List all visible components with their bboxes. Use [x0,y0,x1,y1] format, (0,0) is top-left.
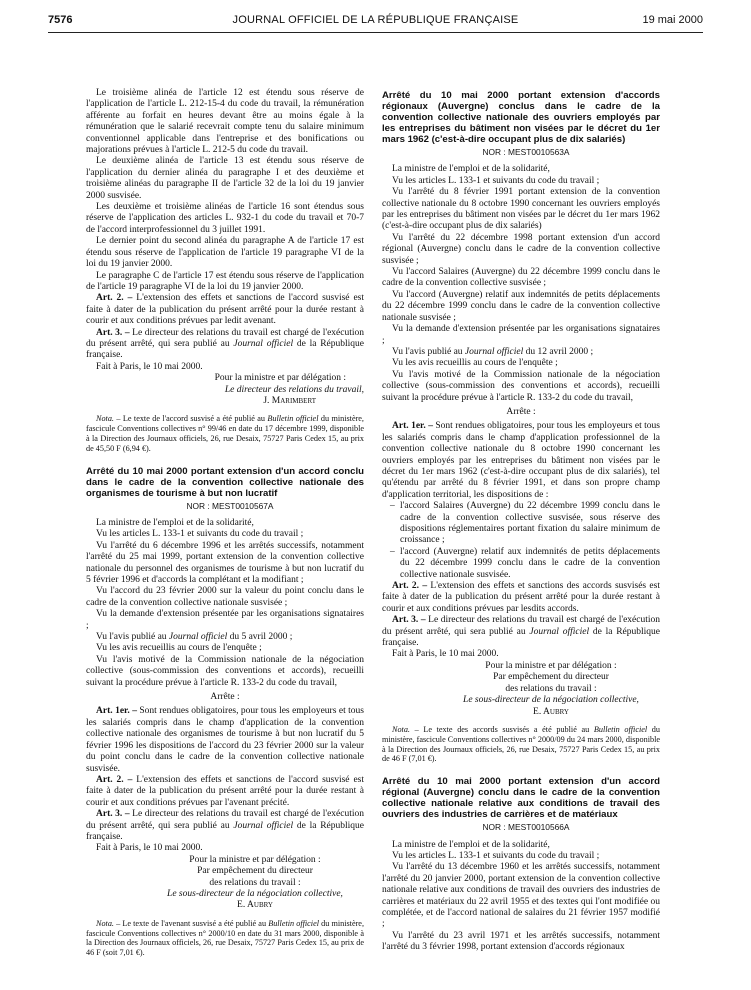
header-rule [48,32,703,33]
paragraph: Vu l'accord Salaires (Auvergne) du 22 décembre 1999 conclu dans le cadre de la convention collective susvisée ; [382,267,660,289]
article-label: Art. 1er. – [392,421,433,432]
signature-line: Par empêchement du directeur [197,866,313,877]
paragraph: La ministre de l'emploi et de la solidarité, [392,839,550,850]
signatory: E. Aubry [533,706,569,717]
article-1: Art. 1er. – Sont rendues obligatoires, pour tous les employeurs et tous les salariés compris dans le champ d'application professionnel de la convention collective nationale du 8 octobre 1990 concernant les ouvriers employés par les entreprises du bâtiment non visées par le décret du 1er mars 1962 (c'est-à-dire occupant plus de dix salariés), tel qu'étendu par arrêté du 8 février 1991, et dans son propre champ d'application territorial, les dispositions de : [382,421,660,500]
article-3: Art. 3. – Le directeur des relations du travail est chargé de l'exécution du présent arrêté, qui sera publié au Journal officiel de la République française. [382,615,660,649]
nor-reference: NOR : MEST0010566A [482,822,570,833]
paragraph: Le paragraphe C de l'article 17 est étendu sous réserve de l'application de l'article 19 paragraphe VI de la loi du 19 janvier 2000. [86,270,364,292]
signature-role: Le directeur des relations du travail, [224,384,364,395]
signature-line: Pour la ministre et par délégation : [214,373,346,384]
paragraph: Vu l'avis motivé de la Commission nationale de la négociation collective (sous-commission des conventions et accords), recueilli suivant la procédure prévue à l'article R. 133-2 du code du travail, [382,369,660,403]
paragraph: Vu l'avis motivé de la Commission nationale de la négociation collective (sous-commission des conventions et accords), recueilli suivant la procédure prévue à l'article R. 133-2 du code du travail, [86,654,364,688]
paragraph: Vu l'accord du 23 février 2000 sur la valeur du point conclu dans le cadre de la convention collective nationale susvisée ; [86,586,364,608]
paragraph: Le troisième alinéa de l'article 12 est étendu sous réserve de l'application de l'article L. 212-15-4 du code du travail, la rémunération afférente au forfait en heures devant être au moins égale à la rémunération que le salarié recevrait compte tenu du salaire minimum conventionnel applicable dans l'entreprise et des bonifications ou majorations prévues à l'article L. 212-5 du code du travail. [86,88,364,156]
paragraph: Vu les articles L. 133-1 et suivants du code du travail ; [96,529,304,540]
list-item: – l'accord (Auvergne) relatif aux indemnités de petits déplacements du 22 décembre 1999 conclu dans le cadre de la convention collective nationale susvisée. [400,547,660,581]
article-2: Art. 2. – L'extension des effets et sanctions des accords susvisés est faite à dater de la publication du présent arrêté pour la durée restant à courir et aux conditions prévues par lesdits accords. [382,581,660,614]
article-label: Art. 1er. – [96,706,137,717]
signature-line: Par empêchement du directeur [493,672,609,683]
paragraph: Vu l'arrêté du 23 avril 1971 et les arrêtés successifs, notamment l'arrêté du 3 février 1998, portant extension d'accords régionaux [382,930,660,953]
journal-title: JOURNAL OFFICIEL DE LA RÉPUBLIQUE FRANÇAISE [232,14,519,26]
signature-line: Pour la ministre et par délégation : [189,854,321,865]
paragraph: Vu l'avis publié au Journal officiel du 12 avril 2000 ; [392,346,594,357]
left-column [86,88,364,958]
paragraph: Vu l'arrêté du 22 décembre 1998 portant extension d'un accord régional (Auvergne) conclu dans le cadre de la convention collective susvisée ; [382,232,660,266]
article-label: Art. 2. – [392,581,428,592]
nota: Nota. – Le texte des accords susvisés a été publié au Bulletin officiel du ministère, fascicule Conventions collectives n° 2000/09 du 24 mars 2000, disponible à la Direction des Journaux officiels, 26, rue Desaix, 75727 Paris Cedex 15, au prix de 46 F (7,01 €). [382,724,660,764]
paragraph: Vu les avis recueillis au cours de l'enquête ; [96,643,262,654]
paragraph: Vu les avis recueillis au cours de l'enquête ; [392,358,558,369]
article-3: Art. 3. – Le directeur des relations du travail est chargé de l'exécution du présent arrêté, qui sera publié au Journal officiel de la République française. [86,327,364,361]
article-label: Art. 2. – [96,293,133,304]
signature-line: Pour la ministre et par délégation : [485,660,617,671]
nor-reference: NOR : MEST0010567A [186,500,274,511]
paragraph: Vu l'arrêté du 13 décembre 1960 et les arrêtés successifs, notamment l'arrêté du 20 janvier 2000, portant extension de la convention collective nationale relative aux conditions de travail des ouvriers des industries de carrières et matériaux du 22 avril 1955 et des textes qui l'ont modifiée ou complétée, et de l'accord national de salaires du 21 février 1957 modifié ; [382,862,660,930]
nor-reference: NOR : MEST0010563A [482,147,570,157]
signature-line: des relations du travail : [209,877,301,888]
paragraph: Vu les articles L. 133-1 et suivants du code du travail ; [392,175,600,186]
paragraph: Vu l'arrêté du 6 décembre 1996 et les arrêtés successifs, notamment l'arrêté du 25 mai 1999, portant extension de la convention collective nationale du personnel des organismes de tourisme à but non lucratif du 5 février 1996 et d'accords la complétant et la modifiant ; [86,540,364,585]
signature-role: Le sous-directeur de la négociation collective, [167,888,343,899]
paragraph: La ministre de l'emploi et de la solidarité, [392,164,550,175]
arrete-heading: Arrête : [210,692,240,703]
issue-date: 19 mai 2000 [642,14,703,26]
arrete-heading: Arrête : [506,406,536,417]
paragraph: Les deuxième et troisième alinéas de l'article 16 sont étendus sous réserve de l'application des articles L. 932-1 du code du travail et 70-7 de l'accord interprofessionnel du 3 juillet 1991. [86,202,364,235]
article-2: Art. 2. – L'extension des effets et sanctions de l'accord susvisé est faite à dater de la publication du présent arrêté pour la durée restant à courir et aux conditions prévues par ledit avenant. [86,293,364,327]
page-number: 7576 [48,14,73,26]
signatory: E. Aubry [237,900,273,911]
signatory: J. Marimbert [263,395,316,406]
paragraph: La ministre de l'emploi et de la solidarité, [96,517,254,528]
decree-title: Arrêté du 10 mai 2000 portant extension d'un accord régional (Auvergne) conclu dans le cadre de la convention collective nationale relative aux conditions de travail des ouvriers des industries de carrières et de matériaux [382,776,660,821]
paragraph: Le dernier point du second alinéa du paragraphe A de l'article 17 est étendu sous réserve de l'application de l'article 19 paragraphe VI de la loi du 19 janvier 2000. [86,236,364,270]
fait-a-paris: Fait à Paris, le 10 mai 2000. [96,843,203,854]
article-1: Art. 1er. – Sont rendues obligatoires, pour tous les employeurs et tous les salariés compris dans le champ d'application de la convention collective nationale des organismes de tourisme à but non lucratif du 5 février 1996 les dispositions de l'accord du 23 février 2000 sur la valeur du point conclu dans le cadre de la convention collective nationale susvisée. [86,706,364,774]
list-item: – l'accord Salaires (Auvergne) du 22 décembre 1999 conclu dans le cadre de la convention collective susvisée, sous réserve des dispositions réglementaires portant fixation du salaire minimum de croissance ; [400,501,660,547]
page-header [48,14,703,30]
paragraph: Le deuxième alinéa de l'article 13 est étendu sous réserve de l'application du dernier alinéa du paragraphe I et des deuxième et troisième alinéas du paragraphe II de l'article 32 de la loi du 19 janvier 2000 susvisée. [86,156,364,201]
decree-title: Arrêté du 10 mai 2000 portant extension d'accords régionaux (Auvergne) conclus dans le cadre de la convention collective nationale des ouvriers employés par les entreprises du bâtiment non visées par le décret du 1er mars 1962 (c'est-à-dire occupant plus de dix salariés) [382,90,660,145]
article-label: Art. 2. – [96,774,133,785]
fait-a-paris: Fait à Paris, le 10 mai 2000. [392,649,499,660]
signature-role: Le sous-directeur de la négociation collective, [463,695,639,706]
article-label: Art. 3. – [96,809,130,820]
paragraph: Vu l'accord (Auvergne) relatif aux indemnités de petits déplacements du 22 décembre 1999 conclu dans le cadre de la convention collective nationale susvisée ; [382,289,660,323]
article-label: Art. 3. – [96,327,130,338]
right-column [382,90,660,954]
decree-title: Arrêté du 10 mai 2000 portant extension d'un accord conclu dans le cadre de la convention collective nationale des organismes de tourisme à but non lucratif [86,465,364,499]
provisions-list [382,501,660,581]
signature-line: des relations du travail : [505,683,597,694]
nota: Nota. – Le texte de l'avenant susvisé a été publié au Bulletin officiel du ministère, fascicule Conventions collectives n° 2000/10 en date du 31 mars 2000, disponible à la Direction des Journaux officiels, 26, rue Desaix, 75727 Paris Cedex 15, au prix de 46 F (soit 7,01 €). [86,918,364,958]
paragraph: Vu la demande d'extension présentée par les organisations signataires ; [382,324,660,346]
paragraph: Vu la demande d'extension présentée par les organisations signataires ; [86,609,364,631]
nota: Nota. – Le texte de l'accord susvisé a été publié au Bulletin officiel du ministère, fascicule Conventions collectives n° 99/46 en date du 17 décembre 1999, disponible à la Direction des Journaux officiels, 26, rue Desaix, 75727 Paris Cedex 15, au prix de 45,50 F (6,94 €). [86,414,364,453]
article-3: Art. 3. – Le directeur des relations du travail est chargé de l'exécution du présent arrêté, qui sera publié au Journal officiel de la République française. [86,809,364,842]
article-2: Art. 2. – L'extension des effets et sanctions de l'accord susvisé est faite à dater de la publication du présent arrêté pour la durée restant à courir et aux conditions prévues par l'avenant précité. [86,774,364,808]
paragraph: Vu les articles L. 133-1 et suivants du code du travail ; [392,850,600,861]
article-label: Art. 3. – [392,615,426,626]
paragraph: Vu l'arrêté du 8 février 1991 portant extension de la convention collective nationale du 8 octobre 1990 concernant les ouvriers employés par les entreprises du bâtiment non visées par le décret du 1er mars 1962 (c'est-à-dire occupant plus de dix salariés) [382,187,660,232]
paragraph: Vu l'avis publié au Journal officiel du 5 avril 2000 ; [96,632,293,643]
fait-a-paris: Fait à Paris, le 10 mai 2000. [96,361,203,372]
